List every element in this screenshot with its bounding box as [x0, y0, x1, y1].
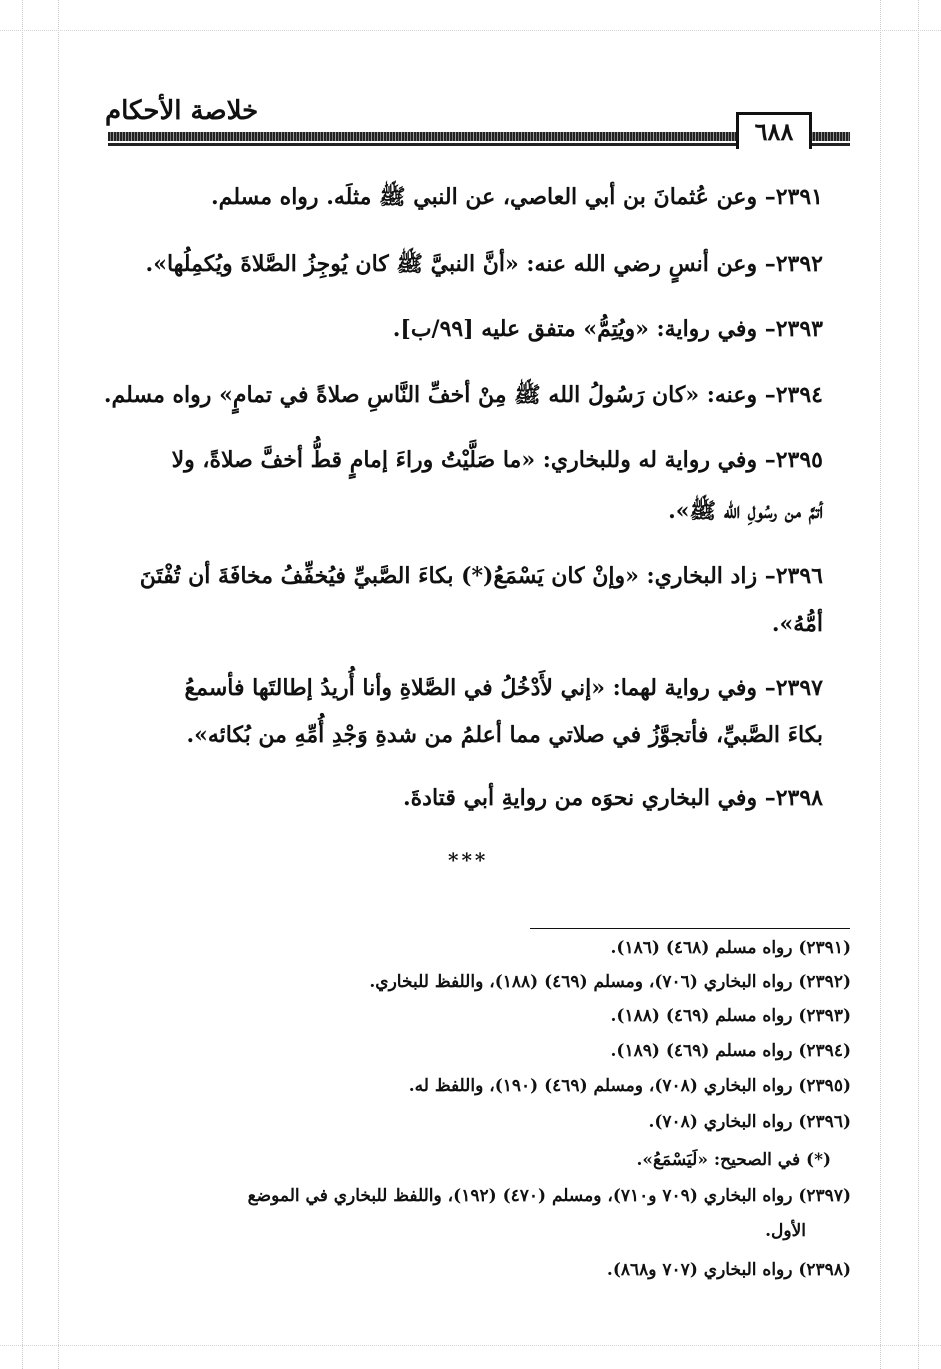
- footnote: (٢٣٩٦) رواه البخاري (٧٠٨).: [648, 1112, 851, 1132]
- footnote: (٢٣٩٢) رواه البخاري (٧٠٦)، ومسلم (٤٦٩) (١٨٨)، واللفظ للبخاري.: [369, 972, 851, 992]
- hadith-text: – وعنه: «كان رَسُولُ الله ﷺ مِنْ أخفِّ النَّاسِ صلاةً في تمامٍ» رواه مسلم.: [103, 382, 776, 408]
- footnote: (٢٣٩٤) رواه مسلم (٤٦٩) (١٨٩).: [610, 1041, 851, 1061]
- hadith-entry: [184, 675, 823, 701]
- section-separator: ***: [448, 848, 489, 872]
- hadith-number: ٢٣٩٨: [775, 785, 823, 811]
- hadith-text: – وفي رواية لهما: «إني لأَدْخُلُ في الصَّلاةِ وأنا أُريدُ إطالتَها فأسمعُ: [184, 675, 776, 701]
- hadith-text: – وفي رواية له وللبخاري: «ما صَلَّيْتُ وراءَ إمامٍ قطُّ أخفَّ صلاةً، ولا: [171, 447, 776, 473]
- hadith-entry: [211, 183, 823, 215]
- hadith-entry: [146, 250, 823, 282]
- hadith-text: – وفي رواية: «ويُتِمُّ» متفق عليه [٩٩/ب].: [392, 316, 776, 342]
- margin-guide: [880, 0, 881, 1369]
- margin-guide: [918, 0, 919, 1369]
- footnote: (٢٣٩١) رواه مسلم (٤٦٨) (١٨٦).: [610, 938, 851, 958]
- hadith-entry: [172, 447, 823, 473]
- footnote-continuation: الأول.: [765, 1221, 806, 1241]
- hadith-continuation: بكاءَ الصَّبيِّ، فأتجوَّزُ في صلاتي مما أعلمُ من شدةِ وَجْدِ أُمِّهِ من بُكائه».: [186, 722, 823, 748]
- footnote-rule: [530, 928, 850, 929]
- hadith-number: ٢٣٩٣: [775, 316, 823, 342]
- hadith-continuation: أمُّهُ».: [771, 611, 823, 637]
- hadith-text: – وعن عُثمانَ بن أبي العاصي، عن النبي ﷺ مثلَه. رواه مسلم.: [211, 184, 776, 210]
- hadith-number: ٢٣٩٢: [775, 251, 823, 277]
- book-title: خلاصة الأحكام: [105, 96, 259, 126]
- hadith-entry: [104, 381, 823, 413]
- page-number: ٦٨٨: [736, 112, 812, 149]
- hadith-entry: [403, 785, 823, 811]
- margin-guide: [58, 0, 59, 1369]
- hadith-number: ٢٣٩٤: [775, 382, 823, 408]
- footnote: (٢٣٩٥) رواه البخاري (٧٠٨)، ومسلم (٤٦٩) (١٩٠)، واللفظ له.: [408, 1076, 851, 1096]
- hadith-number: ٢٣٩١: [775, 184, 823, 210]
- hadith-entry: [393, 316, 823, 342]
- margin-guide: [0, 1345, 941, 1346]
- margin-guide: [22, 0, 23, 1369]
- footnote: (٢٣٩٨) رواه البخاري (٧٠٧ و٨٦٨).: [606, 1260, 851, 1280]
- hadith-number: ٢٣٩٥: [775, 447, 823, 473]
- hadith-entry: [140, 563, 823, 589]
- hadith-text: – وعن أنسٍ رضي الله عنه: «أنَّ النبيَّ ﷺ كان يُوجِزُ الصَّلاةَ ويُكمِلُها».: [145, 251, 776, 277]
- hadith-text: – زاد البخاري: «وإنْ كان يَسْمَعُ(*) بكاءَ الصَّبيِّ فيُخفِّفُ مخافَةَ أن تُفْتَنَ: [139, 563, 776, 589]
- footnote: (*) في الصحيح: «لَيَسْمَعُ».: [636, 1150, 831, 1170]
- hadith-number: ٢٣٩٧: [775, 675, 823, 701]
- footnote: (٢٣٩٧) رواه البخاري (٧٠٩ و٧١٠)، ومسلم (٤٧٠) (١٩٢)، واللفظ للبخاري في الموضع: [247, 1186, 851, 1206]
- margin-guide: [0, 30, 941, 31]
- hadith-number: ٢٣٩٦: [775, 563, 823, 589]
- footnote: (٢٣٩٣) رواه مسلم (٤٦٩) (١٨٨).: [610, 1006, 851, 1026]
- hadith-text: – وفي البخاري نحوَه من روايةِ أبي قتادةَ.: [403, 785, 776, 811]
- hadith-continuation: أتمَّ من رسُولِ الله ﷺ».: [668, 498, 823, 524]
